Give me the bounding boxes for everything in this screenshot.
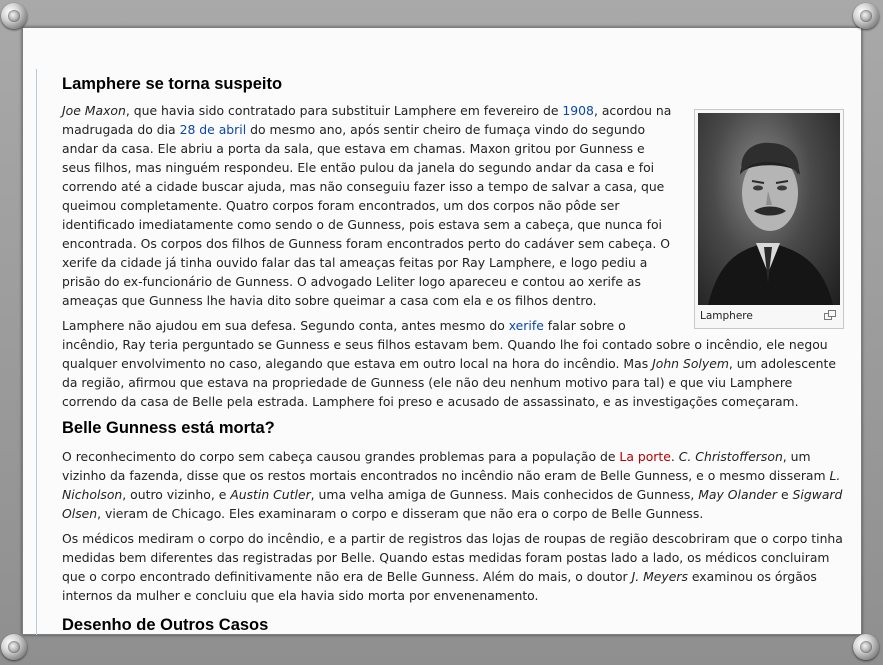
person-name: Austin Cutler — [230, 487, 311, 502]
paragraph-doctors — [62, 529, 844, 605]
screw-bottom-left — [1, 634, 27, 660]
link-sheriff[interactable]: xerife — [508, 318, 544, 333]
image-thumbnail[interactable] — [694, 109, 844, 329]
lamphere-photo[interactable] — [698, 113, 840, 305]
link-la-porte[interactable]: La porte — [619, 449, 671, 464]
person-name: John Solyem — [652, 356, 729, 371]
text-run: Os médicos mediram o corpo do incêndio, e a partir de registros das lojas de roupas de região descobriram que o corpo tinha medidas bem diferentes das registradas por Belle. Quando estas medidas foram postas lado a lado, os médicos concluiram que o corpo encontrado definitivamente não era de Belle Gunness. Além do mais, o doutor — [62, 531, 843, 584]
text-run: e — [777, 487, 793, 502]
text-run: , um vizinho da fazenda, disse que os restos mortais encontrados no incêndio não eram de Belle Gunness, e o mesmo disseram — [62, 449, 830, 483]
section-heading-lamphere: Lamphere se torna suspeito — [62, 75, 283, 93]
paragraph-lamphere-defense — [62, 316, 844, 411]
text-run: , vieram de Chicago. Eles examinaram o corpo e disseram que não era o corpo de Belle Gunness. — [97, 506, 704, 521]
text-run: O reconhecimento do corpo sem cabeça causou grandes problemas para a população de — [62, 449, 620, 464]
person-name: May Olander — [698, 487, 778, 502]
screw-top-right — [853, 3, 879, 29]
paragraph-recognition — [62, 447, 844, 523]
article-body — [36, 69, 862, 635]
text-run: . — [670, 449, 679, 464]
document-page — [22, 27, 862, 635]
person-name: C. Christofferson — [678, 449, 783, 464]
text-run: , uma velha amiga de Gunness. Mais conhecidos de Gunness, — [310, 487, 699, 502]
section-heading-cut-off: Desenho de Outros Casos — [62, 616, 269, 634]
text-run: , um adolescente da região, afirmou que estava na propriedade de Gunness (ele não deu nenhum motivo para tal) e que viu Lamphere correndo da casa de Belle pela estrada. Lamphere foi preso e acusado de assassinato, e as investigações começaram. — [62, 356, 836, 409]
text-run: falar sobre o incêndio, Ray teria perguntado se Gunness e seus filhos estavam bem. Quando lhe foi contado sobre o incêndio, ele negou qualquer envolvimento no caso, alegando que estava em outro local na hora do incêndio. Mas — [62, 318, 828, 371]
link-date[interactable]: 28 de abril — [179, 122, 247, 137]
section-heading-belle: Belle Gunness está morta? — [62, 419, 275, 437]
caption-text: Lamphere — [700, 310, 753, 322]
text-run: Lamphere não ajudou em sua defesa. Segundo conta, antes mesmo do — [62, 318, 509, 333]
text-run: do mesmo ano, após sentir cheiro de fumaça vindo do segundo andar da casa. Ele abriu a porta da sala, que estava em chamas. Maxon gritou por Gunness e seus filhos, mas ninguém respondeu. Ele então pulou da janela do segundo andar da casa e foi correndo até a cidade buscar ajuda, mas não conseguiu fazer isso a tempo de salvar a casa, que queimou completamente. Quatro corpos foram encontrados, um dos corpos não pôde ser identificado imediatamente como sendo o de Gunness, pois estava sem a cabeça, que nunca foi encontrada. Os corpos dos filhos de Gunness foram encontrados perto do cadáver sem cabeça. O xerife da cidade já tinha ouvido falar das tal ameaças feitas por Ray Lamphere, e logo pediu a prisão do ex-funcionário de Gunness. O advogado Leliter logo apareceu e contou ao xerife as ameaças que Gunness lhe havia dito sobre queimar a casa com ela e os filhos dentro. — [62, 122, 671, 308]
article-content — [62, 69, 844, 635]
portrait-illustration — [698, 113, 840, 305]
text-run: , acordou na madrugada do dia — [62, 103, 672, 137]
person-name: J. Meyers — [631, 569, 688, 584]
person-name: L. Nicholson — [62, 468, 841, 502]
screw-bottom-right — [853, 634, 879, 660]
text-run: , que havia sido contratado para substituir Lamphere em fevereiro de — [125, 103, 563, 118]
image-caption — [698, 305, 840, 323]
text-run: , outro vizinho, e — [122, 487, 231, 502]
text-run: examinou os órgãos internos da mulher e concluiu que ela havia sido morta por envenenamento. — [62, 569, 817, 603]
person-name: Sigward Olsen — [62, 487, 843, 521]
link-year[interactable]: 1908 — [562, 103, 594, 118]
person-name: Joe Maxon — [62, 103, 126, 118]
screw-top-left — [1, 3, 27, 29]
enlarge-icon[interactable] — [824, 310, 836, 320]
